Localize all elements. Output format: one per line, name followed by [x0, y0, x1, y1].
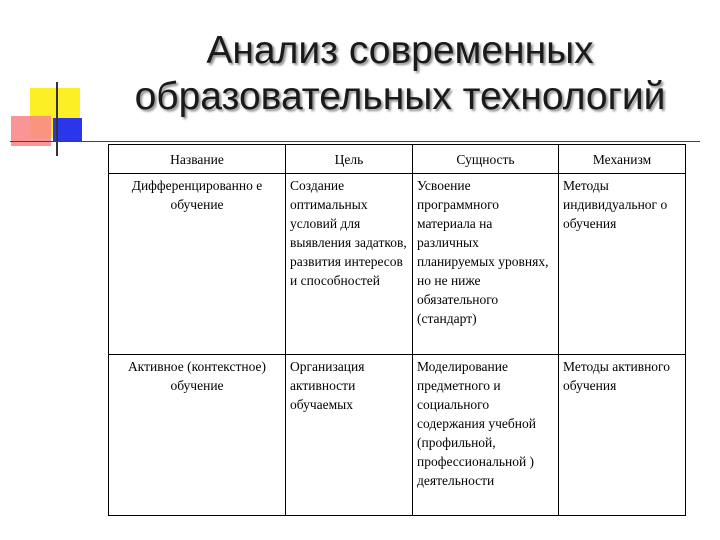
cell-mechanism: Методы индивидуальног о обучения — [559, 174, 686, 355]
table-row — [109, 355, 686, 516]
cell-name: Дифференцированно е обучение — [109, 174, 286, 355]
header-mechanism: Механизм — [559, 145, 686, 174]
cell-goal: Создание оптимальных условий для выявления задатков, развития интересов и способностей — [286, 174, 413, 355]
cell-essence: Моделирование предметного и социального содержания учебной (профильной, профессиональной ) деятельности — [413, 355, 559, 516]
header-essence: Сущность — [413, 145, 559, 174]
table-header-row — [109, 145, 686, 174]
title-line-1: Анализ современных — [206, 29, 594, 72]
cell-name: Активное (контекстное) обучение — [109, 355, 286, 516]
header-name: Название — [109, 145, 286, 174]
cell-essence: Усвоение программного материала на различных планируемых уровнях, но не ниже обязательного (стандарт) — [413, 174, 559, 355]
technologies-table — [108, 144, 686, 516]
title-line-2: образовательных технологий — [134, 75, 666, 118]
cell-goal: Организация активности обучаемых — [286, 355, 413, 516]
table-row — [109, 174, 686, 355]
header-goal: Цель — [286, 145, 413, 174]
slide-title — [100, 28, 700, 120]
vertical-line-decoration — [56, 82, 58, 156]
horizontal-rule — [10, 141, 700, 142]
cell-mechanism: Методы активного обучения — [559, 355, 686, 516]
